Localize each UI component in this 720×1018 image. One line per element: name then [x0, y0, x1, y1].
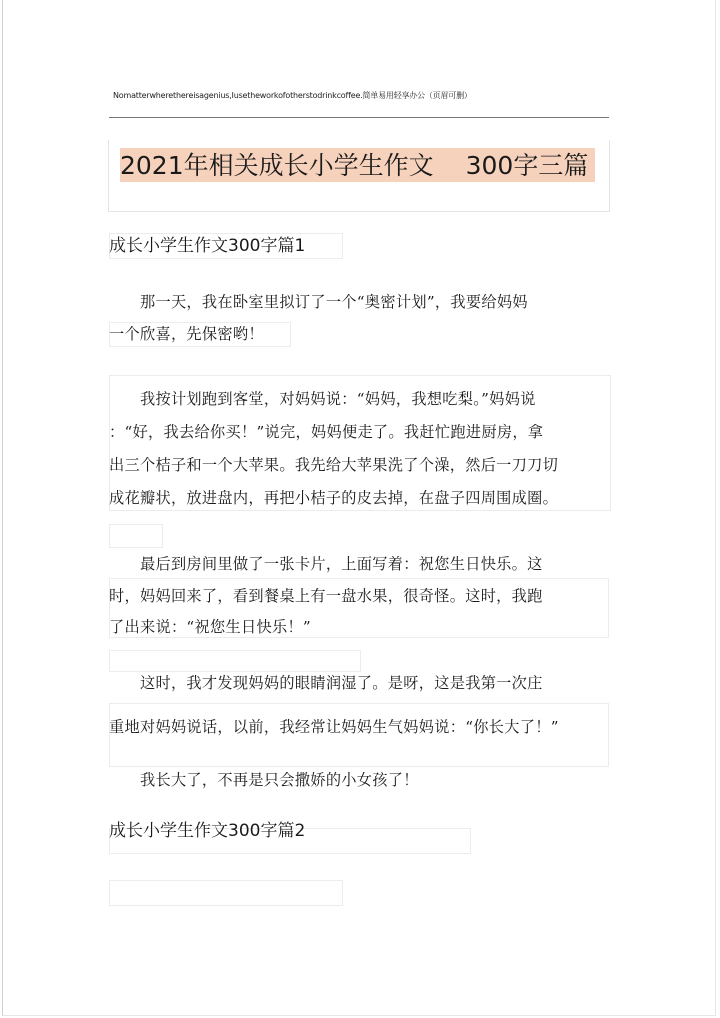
- document-title: [120, 148, 595, 182]
- layout-box: [109, 650, 361, 672]
- paragraph-line: ：“好，我去给你买！”说完，妈妈便走了。我赶忙跑进厨房，拿: [109, 423, 544, 441]
- title-part-1: 2021年相关成长小学生作文: [120, 151, 434, 180]
- paragraph-line: 这时，我才发现妈妈的眼睛润湿了。是呀，这是我第一次庄: [109, 674, 543, 692]
- header-rule: [109, 117, 609, 118]
- paragraph-line: 我长大了，不再是只会撒娇的小女孩了！: [109, 771, 419, 789]
- section-heading-2: 成长小学生作文300字篇2: [109, 821, 306, 841]
- paragraph-line: 一个欣喜，先保密哟！: [109, 325, 264, 343]
- paragraph-line: 那一天，我在卧室里拟订了一个“奥密计划”，我要给妈妈: [109, 293, 528, 311]
- title-part-2: 300字三篇: [465, 151, 589, 180]
- section-heading-1: 成长小学生作文300字篇1: [109, 236, 306, 256]
- page-header: Nomatterwherethereisagenius,Iusetheworkofotherstodrinkcoffee.简单易用轻享办公（页眉可删）: [113, 91, 472, 100]
- paragraph-line: 时，妈妈回来了，看到餐桌上有一盘水果，很奇怪。这时，我跑: [109, 587, 543, 605]
- paragraph-line: 重地对妈妈说话，以前，我经常让妈妈生气妈妈说：“你长大了！”: [109, 718, 559, 736]
- layout-box: [109, 524, 163, 548]
- paragraph-line: 成花瓣状，放进盘内，再把小桔子的皮去掉，在盘子四周围成圈。: [109, 489, 559, 507]
- layout-box: [109, 880, 343, 906]
- paragraph-line: 出三个桔子和一个大苹果。我先给大苹果洗了个澡，然后一刀刀切: [109, 456, 559, 474]
- paragraph-line: 了出来说：“祝您生日快乐！”: [109, 618, 311, 636]
- paragraph-line: 我按计划跑到客堂，对妈妈说：“妈妈，我想吃梨。”妈妈说: [109, 390, 536, 408]
- paragraph-line: 最后到房间里做了一张卡片，上面写着：祝您生日快乐。这: [109, 555, 543, 573]
